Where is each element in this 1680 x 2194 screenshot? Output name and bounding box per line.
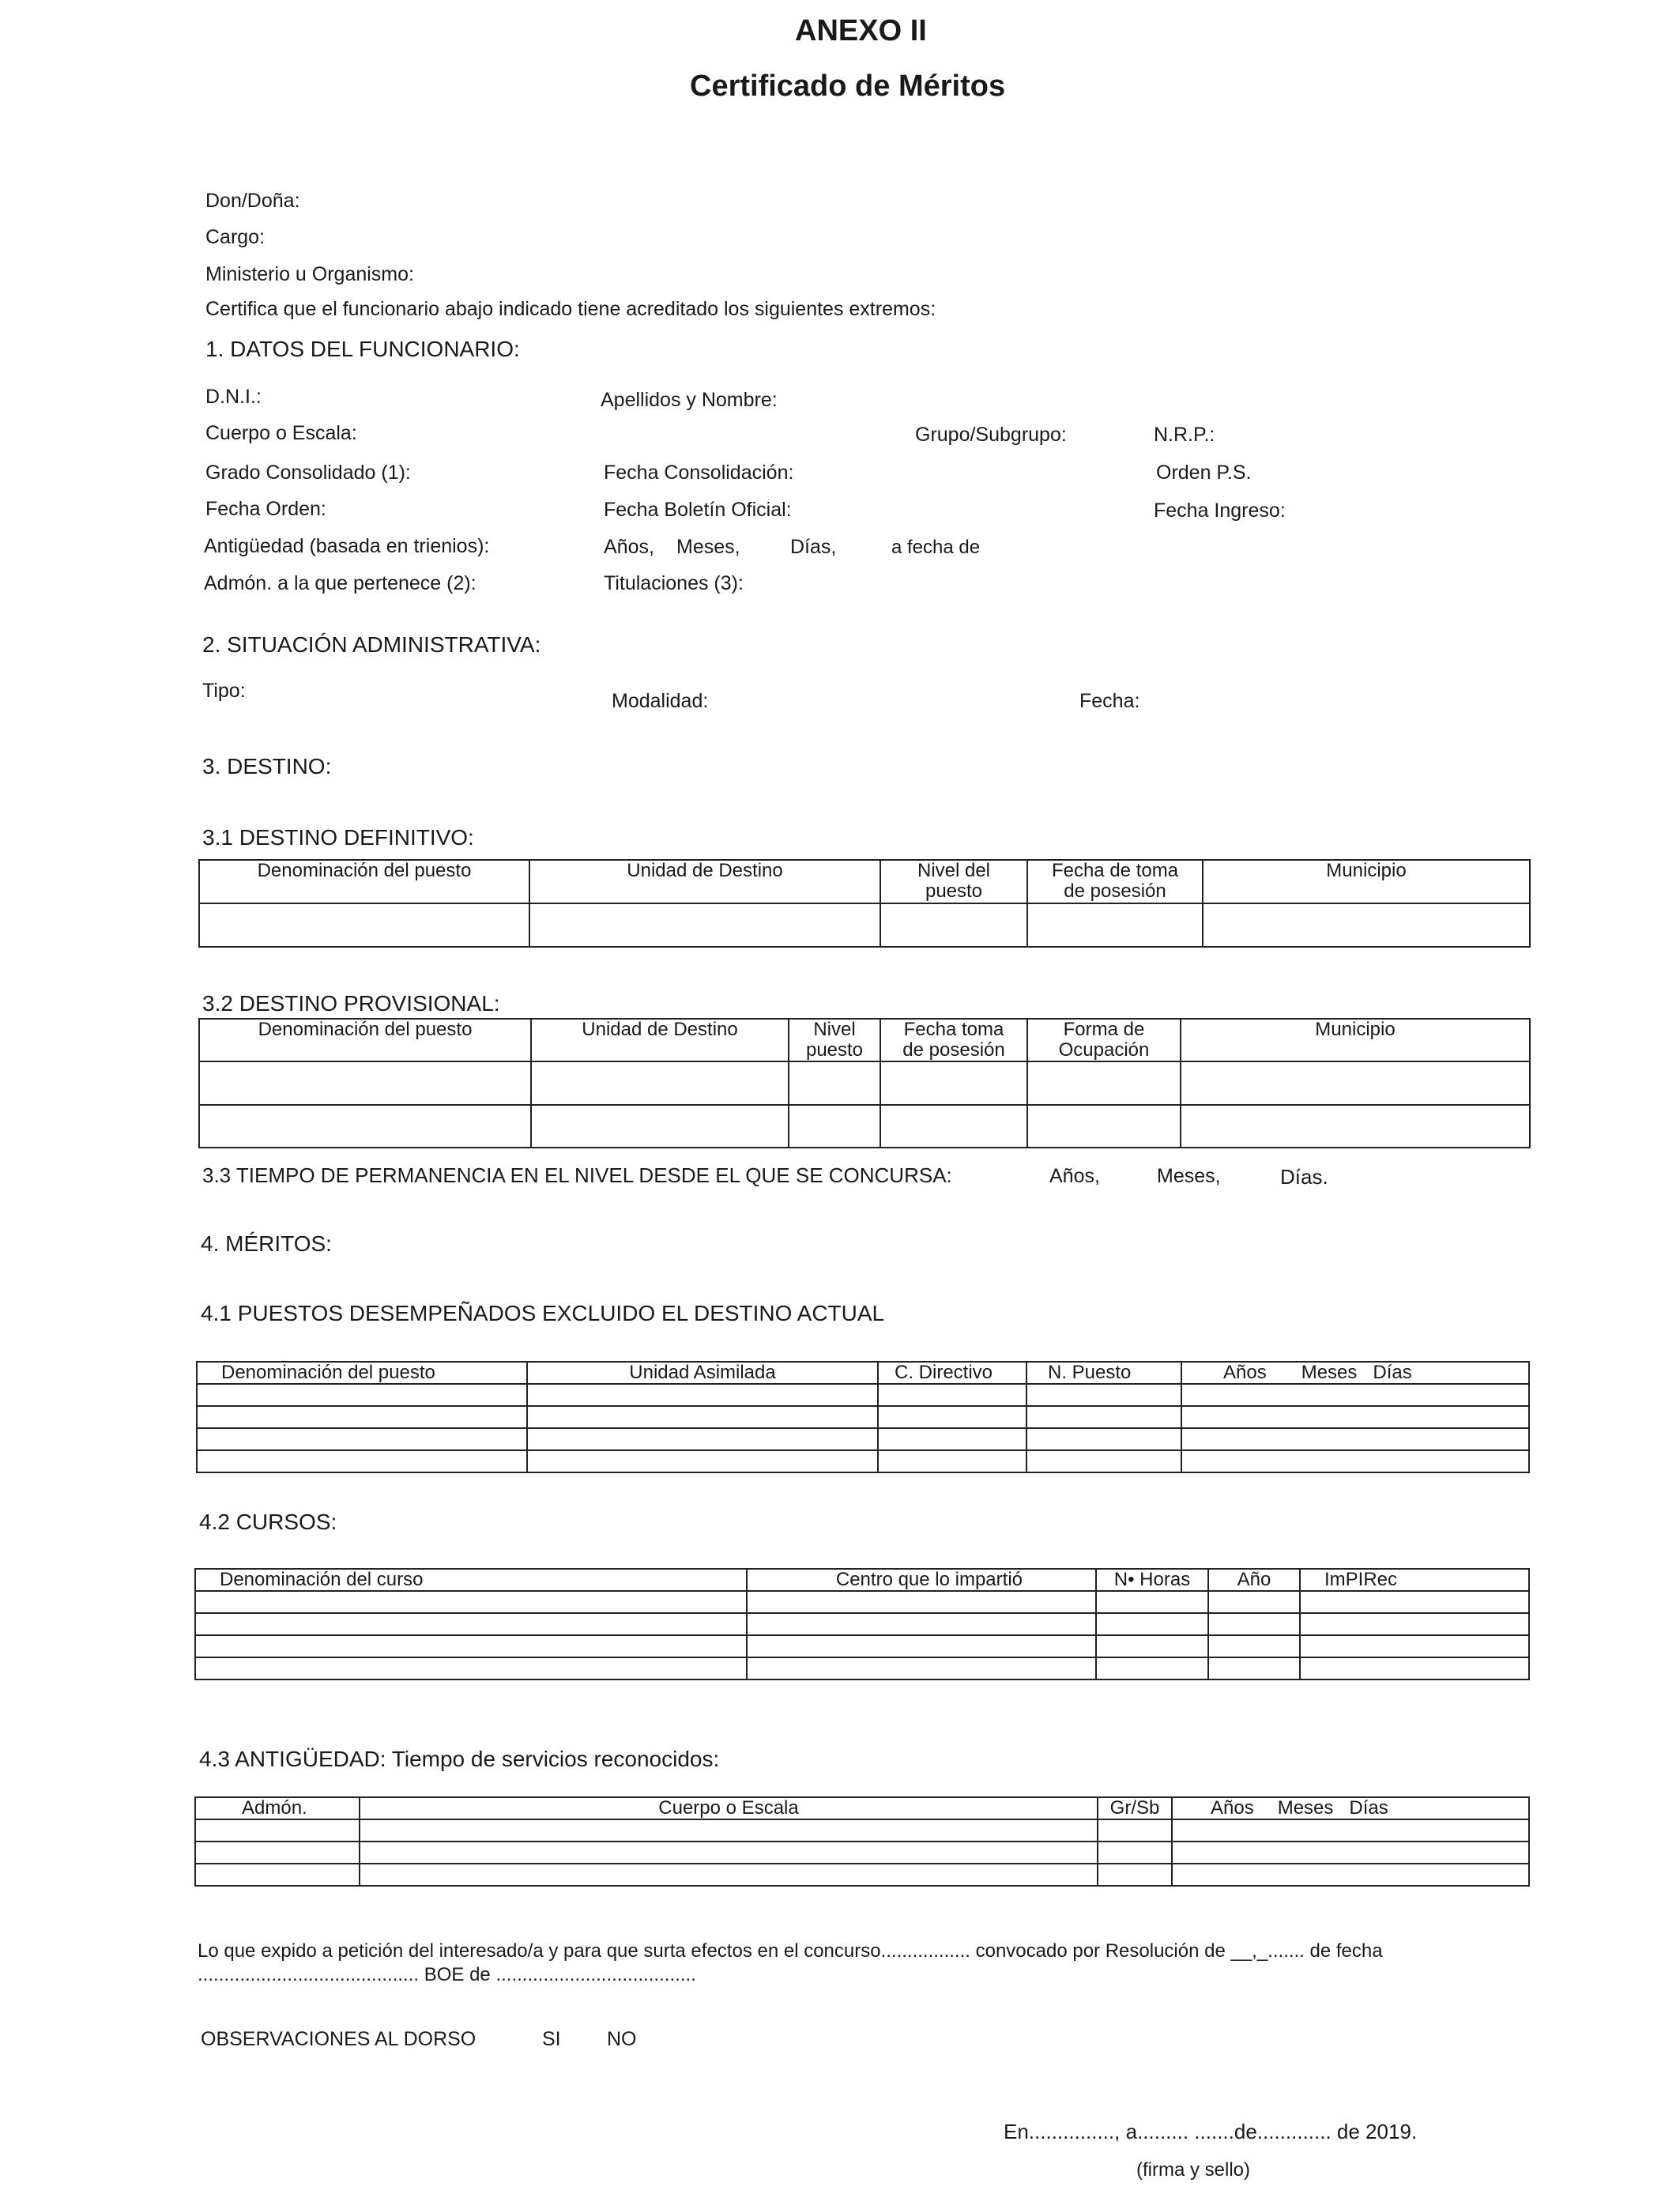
table-cell[interactable]	[360, 1819, 1098, 1842]
table-cell[interactable]	[1096, 1657, 1208, 1679]
table-cell[interactable]	[1096, 1613, 1208, 1635]
table-cell[interactable]	[195, 1613, 747, 1635]
table-cell[interactable]	[789, 1105, 880, 1148]
seniority-heading: 4.3 ANTIGÜEDAD: Tiempo de servicios reconocidos:	[199, 1747, 720, 1771]
table-cell[interactable]	[529, 903, 880, 947]
table-cell[interactable]	[195, 1591, 747, 1613]
annex-title: ANEXO II	[795, 14, 927, 47]
column-header: Municipio	[1203, 860, 1530, 903]
table-cell[interactable]	[531, 1105, 789, 1148]
degrees-label: Titulaciones (3):	[604, 572, 744, 594]
table-cell[interactable]	[1098, 1819, 1172, 1842]
column-header	[1027, 1019, 1181, 1061]
table-cell[interactable]	[195, 1864, 360, 1886]
column-header	[1181, 1362, 1529, 1384]
table-cell[interactable]	[1208, 1635, 1300, 1657]
section2-heading: 2. SITUACIÓN ADMINISTRATIVA:	[202, 632, 541, 657]
table-cell[interactable]	[789, 1061, 880, 1105]
column-header: Denominación del puesto	[199, 860, 529, 903]
nrp-label: N.R.P.:	[1154, 424, 1215, 446]
column-header	[880, 860, 1027, 903]
column-header: Unidad de Destino	[529, 860, 880, 903]
table-cell[interactable]	[199, 1061, 531, 1105]
table-cell[interactable]	[195, 1657, 747, 1679]
column-header-line: Nivel	[813, 1019, 856, 1040]
column-header: Gr/Sb	[1098, 1797, 1172, 1819]
table-row	[195, 1657, 1529, 1679]
column-header-line: puesto	[805, 1039, 864, 1061]
table-cell[interactable]	[527, 1450, 878, 1472]
column-header-line: de posesión	[902, 1039, 1005, 1061]
table-row	[199, 1061, 1530, 1105]
table-cell[interactable]	[1026, 1384, 1181, 1406]
admin-label: Admón. a la que pertenece (2):	[204, 572, 477, 594]
table-cell[interactable]	[1300, 1613, 1529, 1635]
table-cell[interactable]	[199, 1105, 531, 1148]
column-header-months: Meses	[1301, 1362, 1358, 1383]
column-header-line: Fecha toma	[903, 1019, 1004, 1040]
posts-table	[196, 1361, 1530, 1473]
definitive-heading: 3.1 DESTINO DEFINITIVO:	[202, 825, 474, 850]
months-label: Meses,	[676, 536, 740, 558]
position-label: Cargo:	[205, 226, 266, 248]
column-header: Centro que lo impartió	[747, 1569, 1096, 1591]
table-cell[interactable]	[878, 1428, 1026, 1450]
table-cell[interactable]	[1172, 1864, 1529, 1886]
section4-heading: 4. MÉRITOS:	[201, 1231, 332, 1256]
table-row	[195, 1864, 1529, 1886]
table-cell[interactable]	[360, 1842, 1098, 1864]
posts-heading: 4.1 PUESTOS DESEMPEÑADOS EXCLUIDO EL DESTINO ACTUAL	[201, 1301, 885, 1325]
table-cell[interactable]	[1172, 1819, 1529, 1842]
column-header: N. Puesto	[1026, 1362, 1181, 1384]
table-cell[interactable]	[1208, 1591, 1300, 1613]
column-header	[1027, 860, 1203, 903]
table-cell[interactable]	[197, 1428, 527, 1450]
column-header-line: Forma de	[1063, 1019, 1145, 1040]
table-row	[199, 903, 1530, 947]
statement-text	[198, 1940, 1509, 1987]
table-cell[interactable]	[1181, 1105, 1530, 1148]
table-cell[interactable]	[1027, 903, 1203, 947]
column-header-months: Meses	[1277, 1797, 1334, 1819]
observations-label: OBSERVACIONES AL DORSO	[201, 2028, 477, 2050]
signature-label: (firma y sello)	[1136, 2159, 1251, 2181]
entry-date-label: Fecha Ingreso:	[1154, 499, 1286, 522]
document-title: Certificado de Méritos	[690, 70, 1006, 103]
grade-date-label: Fecha Consolidación:	[604, 462, 794, 484]
column-header: ImPIRec	[1300, 1569, 1529, 1591]
table-cell[interactable]	[1098, 1842, 1172, 1864]
table-cell[interactable]	[747, 1635, 1096, 1657]
column-header: Cuerpo o Escala	[360, 1797, 1098, 1819]
table-cell[interactable]	[1203, 903, 1530, 947]
table-header-row	[199, 1019, 1530, 1061]
situation-date-label: Fecha:	[1079, 690, 1140, 712]
table-row	[195, 1613, 1529, 1635]
table-cell[interactable]	[880, 1061, 1027, 1105]
table-cell[interactable]	[880, 903, 1027, 947]
table-cell[interactable]	[527, 1406, 878, 1428]
table-row	[197, 1450, 1529, 1472]
column-header: N• Horas	[1096, 1569, 1208, 1591]
table-cell[interactable]	[880, 1105, 1027, 1148]
column-header: Denominación del curso	[195, 1569, 747, 1591]
table-cell[interactable]	[1026, 1428, 1181, 1450]
table-cell[interactable]	[747, 1613, 1096, 1635]
table-cell[interactable]	[1172, 1842, 1529, 1864]
column-header: Denominación del puesto	[197, 1362, 527, 1384]
column-header-line: Ocupación	[1058, 1039, 1150, 1061]
modality-label: Modalidad:	[612, 690, 709, 712]
observations-yes[interactable]: SI	[542, 2028, 561, 2050]
column-header-line: Nivel del	[917, 860, 991, 881]
table-cell[interactable]	[1027, 1061, 1181, 1105]
table-row	[195, 1635, 1529, 1657]
table-cell[interactable]	[360, 1864, 1098, 1886]
grade-label: Grado Consolidado (1):	[205, 462, 411, 484]
column-header	[880, 1019, 1027, 1061]
table-cell[interactable]	[1098, 1864, 1172, 1886]
group-label: Grupo/Subgrupo:	[915, 424, 1067, 446]
table-cell[interactable]	[747, 1591, 1096, 1613]
column-header	[1172, 1797, 1529, 1819]
table-header-row	[195, 1797, 1529, 1819]
table-cell[interactable]	[1181, 1384, 1529, 1406]
provisional-heading: 3.2 DESTINO PROVISIONAL:	[202, 991, 500, 1016]
table-cell[interactable]	[1181, 1406, 1529, 1428]
observations-no[interactable]: NO	[607, 2028, 637, 2050]
column-header: Año	[1208, 1569, 1300, 1591]
table-cell[interactable]	[527, 1428, 878, 1450]
table-row	[195, 1842, 1529, 1864]
table-row	[195, 1591, 1529, 1613]
years-label: Años,	[604, 536, 654, 558]
column-header: Unidad de Destino	[531, 1019, 789, 1061]
table-cell[interactable]	[195, 1819, 360, 1842]
column-header-line: de posesión	[1064, 880, 1166, 902]
order-date-label: Fecha Orden:	[205, 498, 326, 520]
table-cell[interactable]	[1181, 1428, 1529, 1450]
table-cell[interactable]	[199, 903, 529, 947]
table-header-row	[199, 860, 1530, 903]
column-header: Unidad Asimilada	[527, 1362, 878, 1384]
table-cell[interactable]	[1300, 1591, 1529, 1613]
order-ps-label: Orden P.S.	[1156, 462, 1252, 484]
table-header-row	[197, 1362, 1529, 1384]
column-header-days: Días	[1349, 1797, 1388, 1819]
column-header: Denominación del puesto	[199, 1019, 531, 1061]
table-cell[interactable]	[195, 1842, 360, 1864]
days-label: Días,	[790, 536, 837, 558]
table-cell[interactable]	[1208, 1657, 1300, 1679]
courses-table	[194, 1568, 1530, 1680]
bulletin-date-label: Fecha Boletín Oficial:	[604, 499, 792, 521]
column-header: Municipio	[1181, 1019, 1530, 1061]
courses-heading: 4.2 CURSOS:	[199, 1510, 337, 1534]
table-cell[interactable]	[1096, 1635, 1208, 1657]
definitive-destination-table	[198, 859, 1531, 948]
seniority-label: Antigüedad (basada en trienios):	[204, 535, 490, 557]
permanence-months: Meses,	[1157, 1165, 1221, 1187]
permanence-days: Días.	[1280, 1165, 1328, 1189]
section1-heading: 1. DATOS DEL FUNCIONARIO:	[205, 337, 520, 361]
table-row	[199, 1105, 1530, 1148]
table-row	[197, 1384, 1529, 1406]
column-header-line: puesto	[925, 880, 983, 902]
table-header-row	[195, 1569, 1529, 1591]
place-date-line: En..............., a......... .......de............. de 2019.	[1004, 2120, 1418, 2143]
ministry-label: Ministerio u Organismo:	[205, 263, 414, 285]
table-cell[interactable]	[1300, 1635, 1529, 1657]
table-cell[interactable]	[1026, 1406, 1181, 1428]
table-cell[interactable]	[1181, 1450, 1529, 1472]
provisional-destination-table	[198, 1018, 1531, 1148]
table-cell[interactable]	[878, 1450, 1026, 1472]
table-cell[interactable]	[1096, 1591, 1208, 1613]
column-header-line: Fecha de toma	[1051, 860, 1179, 881]
table-cell[interactable]	[1208, 1613, 1300, 1635]
certifies-text: Certifica que el funcionario abajo indicado tiene acreditado los siguientes extremos:	[205, 298, 936, 320]
dni-label: D.N.I.:	[205, 386, 262, 408]
table-cell[interactable]	[197, 1384, 527, 1406]
permanence-label: 3.3 TIEMPO DE PERMANENCIA EN EL NIVEL DESDE EL QUE SE CONCURSA:	[202, 1163, 952, 1187]
corps-label: Cuerpo o Escala:	[205, 422, 357, 444]
column-header-years: Años	[1211, 1797, 1254, 1819]
table-cell[interactable]	[878, 1406, 1026, 1428]
permanence-years: Años,	[1049, 1165, 1100, 1187]
table-cell[interactable]	[747, 1657, 1096, 1679]
column-header: Admón.	[195, 1797, 360, 1819]
column-header	[789, 1019, 880, 1061]
as-of-label: a fecha de	[891, 537, 981, 558]
statement-line-1: Lo que expido a petición del interesado/a y para que surta efectos en el concurso................. convocado por Resolución de __,_....... de fecha	[198, 1940, 1383, 1962]
table-cell[interactable]	[878, 1384, 1026, 1406]
table-cell[interactable]	[197, 1406, 527, 1428]
table-cell[interactable]	[1027, 1105, 1181, 1148]
table-cell[interactable]	[1181, 1061, 1530, 1105]
table-cell[interactable]	[1026, 1450, 1181, 1472]
seniority-table	[194, 1796, 1530, 1887]
section3-heading: 3. DESTINO:	[202, 754, 332, 778]
column-header-days: Días	[1373, 1362, 1412, 1383]
type-label: Tipo:	[202, 680, 246, 702]
statement-line-2: .......................................... BOE de ......................................	[198, 1964, 696, 1985]
table-row	[197, 1428, 1529, 1450]
table-cell[interactable]	[531, 1061, 789, 1105]
table-cell[interactable]	[527, 1384, 878, 1406]
table-row	[195, 1819, 1529, 1842]
name-label: Don/Doña:	[205, 190, 300, 212]
table-cell[interactable]	[197, 1450, 527, 1472]
surname-name-label: Apellidos y Nombre:	[601, 389, 778, 411]
column-header-years: Años	[1223, 1362, 1267, 1383]
table-cell[interactable]	[1300, 1657, 1529, 1679]
table-cell[interactable]	[195, 1635, 747, 1657]
column-header: C. Directivo	[878, 1362, 1026, 1384]
table-row	[197, 1406, 1529, 1428]
